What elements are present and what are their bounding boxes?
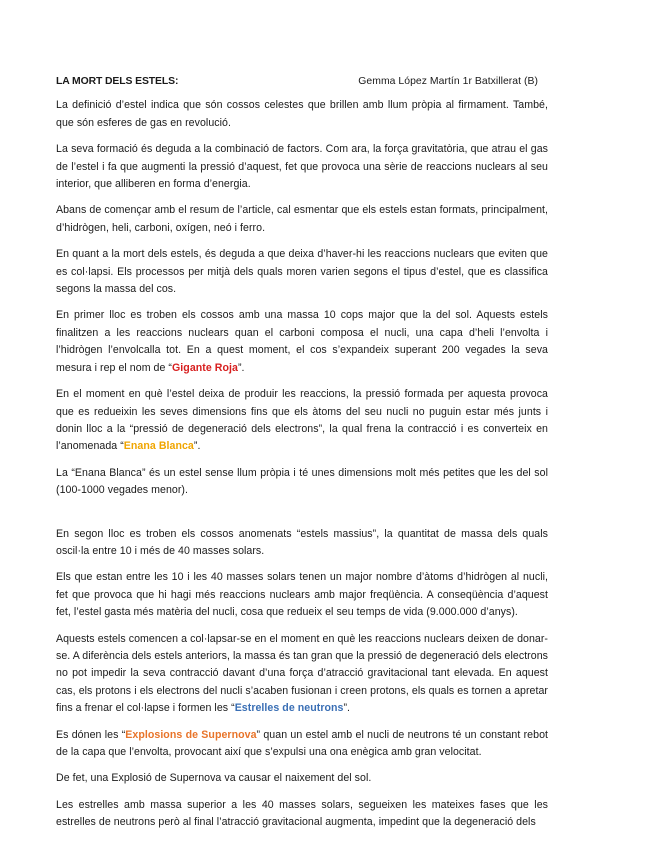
paragraph-white-dwarf bbox=[56, 386, 548, 456]
paragraph-composition: Abans de començar amb el resum de l’article, cal esmentar que els estels estan formats, principalment, d’hidrògen, heli, carboni, oxígen, neó i ferro. bbox=[56, 204, 548, 234]
paragraph-text: ” quan un estel amb el nucli de neutrons té un constant rebot de la capa que l’envolta, provocant així que s’expulsi una ona enègica amb gran velocitat. bbox=[56, 728, 549, 758]
document-header bbox=[56, 73, 548, 90]
highlight-gigante-roja: Gigante Roja bbox=[172, 361, 238, 374]
document-title: LA MORT DELS ESTELS: bbox=[56, 76, 179, 87]
paragraph-gap bbox=[56, 509, 548, 526]
paragraph-death: En quant a la mort dels estels, és deguda a que deixa d’haver-hi les reaccions nuclears que eviten que es col·lapsi. Els processos per mitjà dels quals moren varien segons el tipus d’estel, que es classifica segons la massa del cos. bbox=[56, 248, 548, 296]
paragraph-text: Aquests estels comencen a col·lapsar-se en el moment en què les reaccions nuclears deixen de donar-se. A diferència dels estels anteriors, la massa és tan gran que la pressió de degeneració dels electrons no pot impedir la seva contracció davant d’una força d’atracció gravitacional tant elevada. En aquest cas, els protons i els electrons del nucli s’acaben fusionan i creen protons, els quals es tornen a apretar fins a frenar el col·lapse i formen les “ bbox=[56, 632, 548, 715]
paragraph-formation: La seva formació és deguda a la combinació de factors. Com ara, la força gravitatòria, que atrau el gas de l’estel i fa que augmenti la pressió d’aquest, fet que provoca una sèrie de reaccions nuclears al seu interior, que alliberen en forma d’energia. bbox=[56, 143, 548, 191]
paragraph-text: En primer lloc es troben els cossos amb una massa 10 cops major que la del sol. Aquests estels finalitzen a les reaccions nuclears quan el carboni composa el nucli, una capa d’heli l’envolta i l’hidrògen l’envolcalla tot. En a quest moment, el cos s’expandeix superant 200 vegades la seva mesura i rep el nom de “ bbox=[56, 309, 548, 374]
paragraph-massive-stars: En segon lloc es troben els cossos anomenats “estels massius”, la quantitat de massa dels quals oscil·la entre 10 i més de 40 masses solars. bbox=[56, 527, 548, 557]
paragraph-text: En el moment en què l’estel deixa de produir les reaccions, la pressió formada per aquesta provoca que es redueixin les seves dimensions fins que els àtoms del seu nucli no puguin estar més junts i donin lloc a la “pressió de degeneració dels electrons”, la qual frena la contracció i es converteix en l’anomenada “ bbox=[56, 388, 548, 453]
highlight-enana-blanca: Enana Blanca bbox=[123, 440, 194, 453]
paragraph-over-40-masses: Les estrelles amb massa superior a les 40 masses solars, segueixen les mateixes fases que les estrelles de neutrons però al final l’atracció gravitacional augmenta, impedint que la degeneració dels bbox=[56, 798, 548, 829]
paragraph-10-40-masses: Els que estan entre les 10 i les 40 masses solars tenen un major nombre d’àtoms d’hidrògen al nucli, fet que provoca que hi hagi més reaccions nuclears amb major freqüència. A conseqüència d’aquest fet, l’estel gasta més matèria del nucli, cosa que redueix el seu temps de vida (9.000.000 d’anys). bbox=[56, 571, 548, 619]
document-body bbox=[56, 73, 548, 841]
paragraph-text: ”. bbox=[193, 440, 201, 453]
paragraph-white-dwarf-description: La “Enana Blanca” és un estel sense llum pròpia i té unes dimensions molt més petites que les del sol (100-1000 vegades menor). bbox=[56, 466, 548, 497]
paragraph-sun-origin: De fet, una Explosió de Supernova va causar el naixement del sol. bbox=[56, 772, 372, 785]
highlight-estrelles-neutrons: Estrelles de neutrons bbox=[234, 702, 344, 715]
paragraph-red-giant bbox=[56, 307, 548, 377]
highlight-explosions-supernova: Explosions de Supernova bbox=[125, 728, 257, 741]
paragraph-definition: La definició d’estel indica que són cossos celestes que brillen amb llum pròpia al firmament. També, que són esferes de gas en revolució. bbox=[56, 99, 548, 129]
paragraph-text: Es dónen les “ bbox=[56, 728, 126, 741]
paragraph-supernova bbox=[56, 727, 548, 762]
author-line: Gemma López Martín 1r Batxillerat (B) bbox=[358, 76, 538, 87]
paragraph-text: ”. bbox=[343, 702, 351, 715]
paragraph-neutron-stars bbox=[56, 631, 548, 718]
paragraph-text: ”. bbox=[237, 361, 245, 374]
